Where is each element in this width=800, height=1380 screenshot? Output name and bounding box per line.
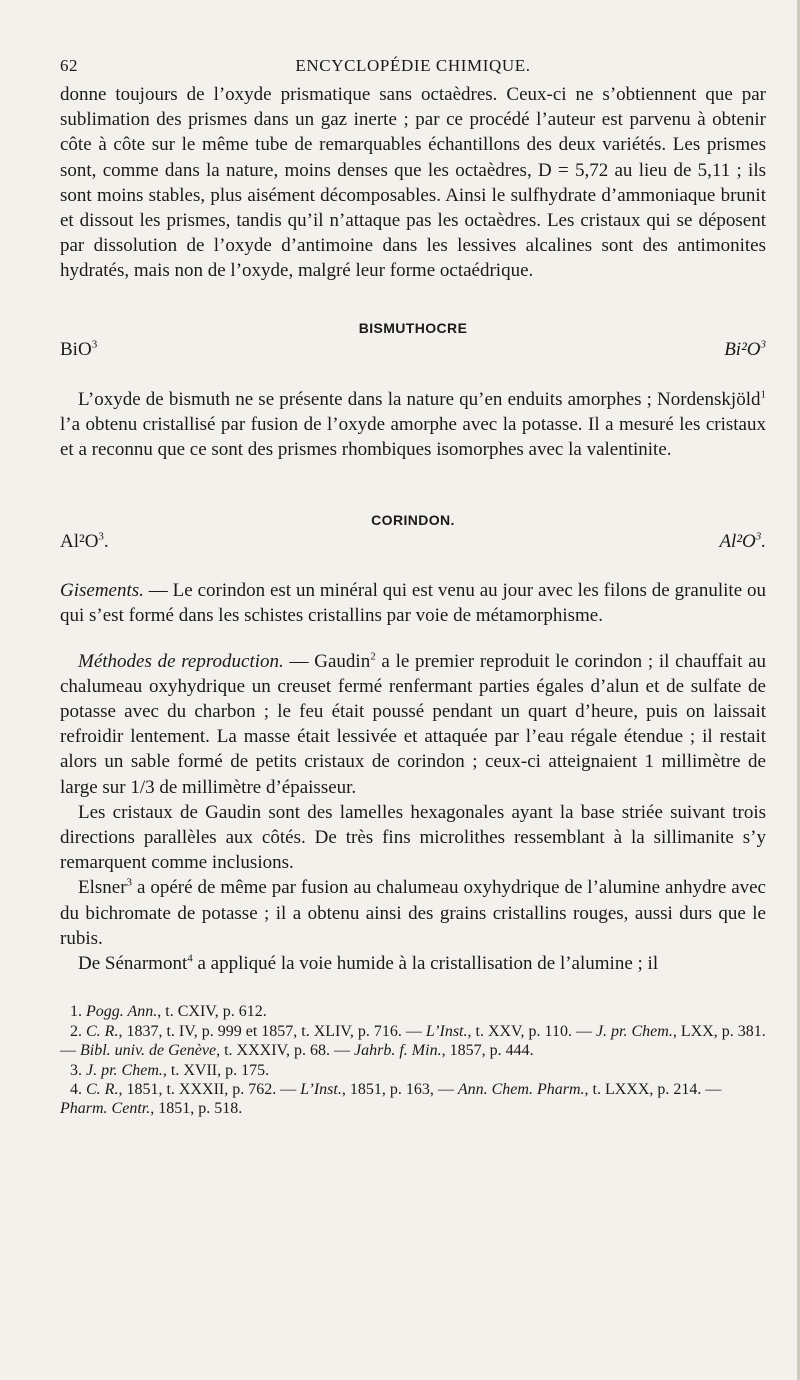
footnote-ref-2: 2 [370,650,376,663]
section-title-corindon: CORINDON. [371,512,455,529]
formula-right: $Bi^2O^3$ [724,338,766,360]
book-page [60,56,766,1119]
footnote-ref-3: 3 [126,877,133,890]
running-title: ENCYCLOPÉDIE CHIMIQUE. [295,56,531,75]
paragraph-senarmont: De Sénarmont$^4$ a appliqué la voie humide à la cristallisation de l’alumine ; il [78,952,659,975]
label-methodes: Méthodes de reproduction. [78,650,284,672]
formula-left: BiO$^3$ [60,338,98,360]
footnote-2: 2. C. R., 1837, t. IV, p. 999 et 1857, t. XLIV, p. 716. — L’Inst., t. XXV, p. 110. — J. pr. Chem., LXX, p. 381. — Bibl. univ. de Genève, t. XXXIV, p. 68. — Jahrb. f. Min., 1857, p. 444. [60,1022,766,1060]
formula-row-bismuthocre [60,338,766,362]
formula-row-corindon [60,530,766,554]
footnote-ref-4: 4 [187,952,193,965]
page-header [60,56,766,82]
formula-left: $Al^2O^3$. [60,530,109,553]
paragraph-gaudin-crystals: Les cristaux de Gaudin sont des lamelles hexagonales ayant la base striée suivant trois directions parallèles aux côtés. De très fins microlithes ressemblant à la sillimanite s’y remarquent comme inclusions. [60,801,766,874]
formula-right: $Al^2O^3$. [719,530,766,553]
paragraph-elsner: Elsner$^3$ a opéré de même par fusion au chalumeau oxyhydrique de l’alumine anhydre avec du bichromate de potasse ; il a obtenu ainsi des grains cristallins rouges, aussi durs que le rubis. [60,877,766,949]
footnote-4: 4. C. R., 1851, t. XXXII, p. 762. — L’Inst., 1851, p. 163, — Ann. Chem. Pharm., t. LXXX, p. 214. — Pharm. Centr., 1851, p. 518. [60,1080,722,1118]
paragraph-gisements: Gisements. — Le corindon est un minéral qui est venu au jour avec les filons de granulite ou qui s’est formé dans les schistes cristallins par voie de métamorphisme. [60,580,766,627]
label-gisements: Gisements. [60,580,144,602]
page-number: 62 [60,56,78,75]
footnote-1: 1. Pogg. Ann., t. CXIV, p. 612. [70,1003,267,1021]
paragraph-antimony-oxide: donne toujours de l’oxyde prismatique sans octaèdres. Ceux-ci ne s’obtiennent que par sublimation des prismes dans un gaz inerte ; par ce procédé l’auteur est parvenu à obtenir côte à côte sur le même tube de remarquables échantillons des deux variétés. Les prismes sont, comme dans la nature, moins denses que les octaèdres, D = 5,72 au lieu de 5,11 ; ils sont moins stables, plus aisément décomposables. Ainsi le sulfhydrate d’ammoniaque brunit et dissout les prismes, tandis qu’il n’attaque pas les octaèdres. Les cristaux qui se déposent par dissolution de l’oxyde d’antimoine dans les lessives alcalines sont des antimonites hydratés, mais non de l’oxyde, malgré leur forme octaédrique. [60,84,766,282]
footnote-ref-1: 1 [760,388,766,401]
footnote-3: 3. J. pr. Chem., t. XVII, p. 175. [70,1061,270,1079]
section-title-bismuthocre: BISMUTHOCRE [358,319,468,336]
paragraph-bismuth-oxide: L’oxyde de bismuth ne se présente dans la nature qu’en enduits amorphes ; Nordenskjöld$^1$ l’a obtenu cristallisé par fusion de l’oxyde amorphe avec la potasse. Il a mesuré les cristaux et a reconnu que ce sont des prismes rhombiques isomorphes avec la valentinite. [60,388,766,461]
paragraph-methodes: Méthodes de reproduction. — Gaudin$^2$ a le premier reproduit le corindon ; il chauffait au chalumeau oxyhydrique un creuset fermé renfermant parties égales d’alun et de sulfate de potasse avec du charbon ; le feu était poussé pendant un quart d’heure, puis on laissait refroidir lentement. La masse était lessivée et attaquée par l’eau régale étendue ; il restait alors un sable formé de petits cristaux de corindon ; ceux-ci atteignaient 1 millimètre de large sur 1/3 de millimètre d’épaisseur. [60,650,767,798]
footnotes [60,1002,766,1118]
